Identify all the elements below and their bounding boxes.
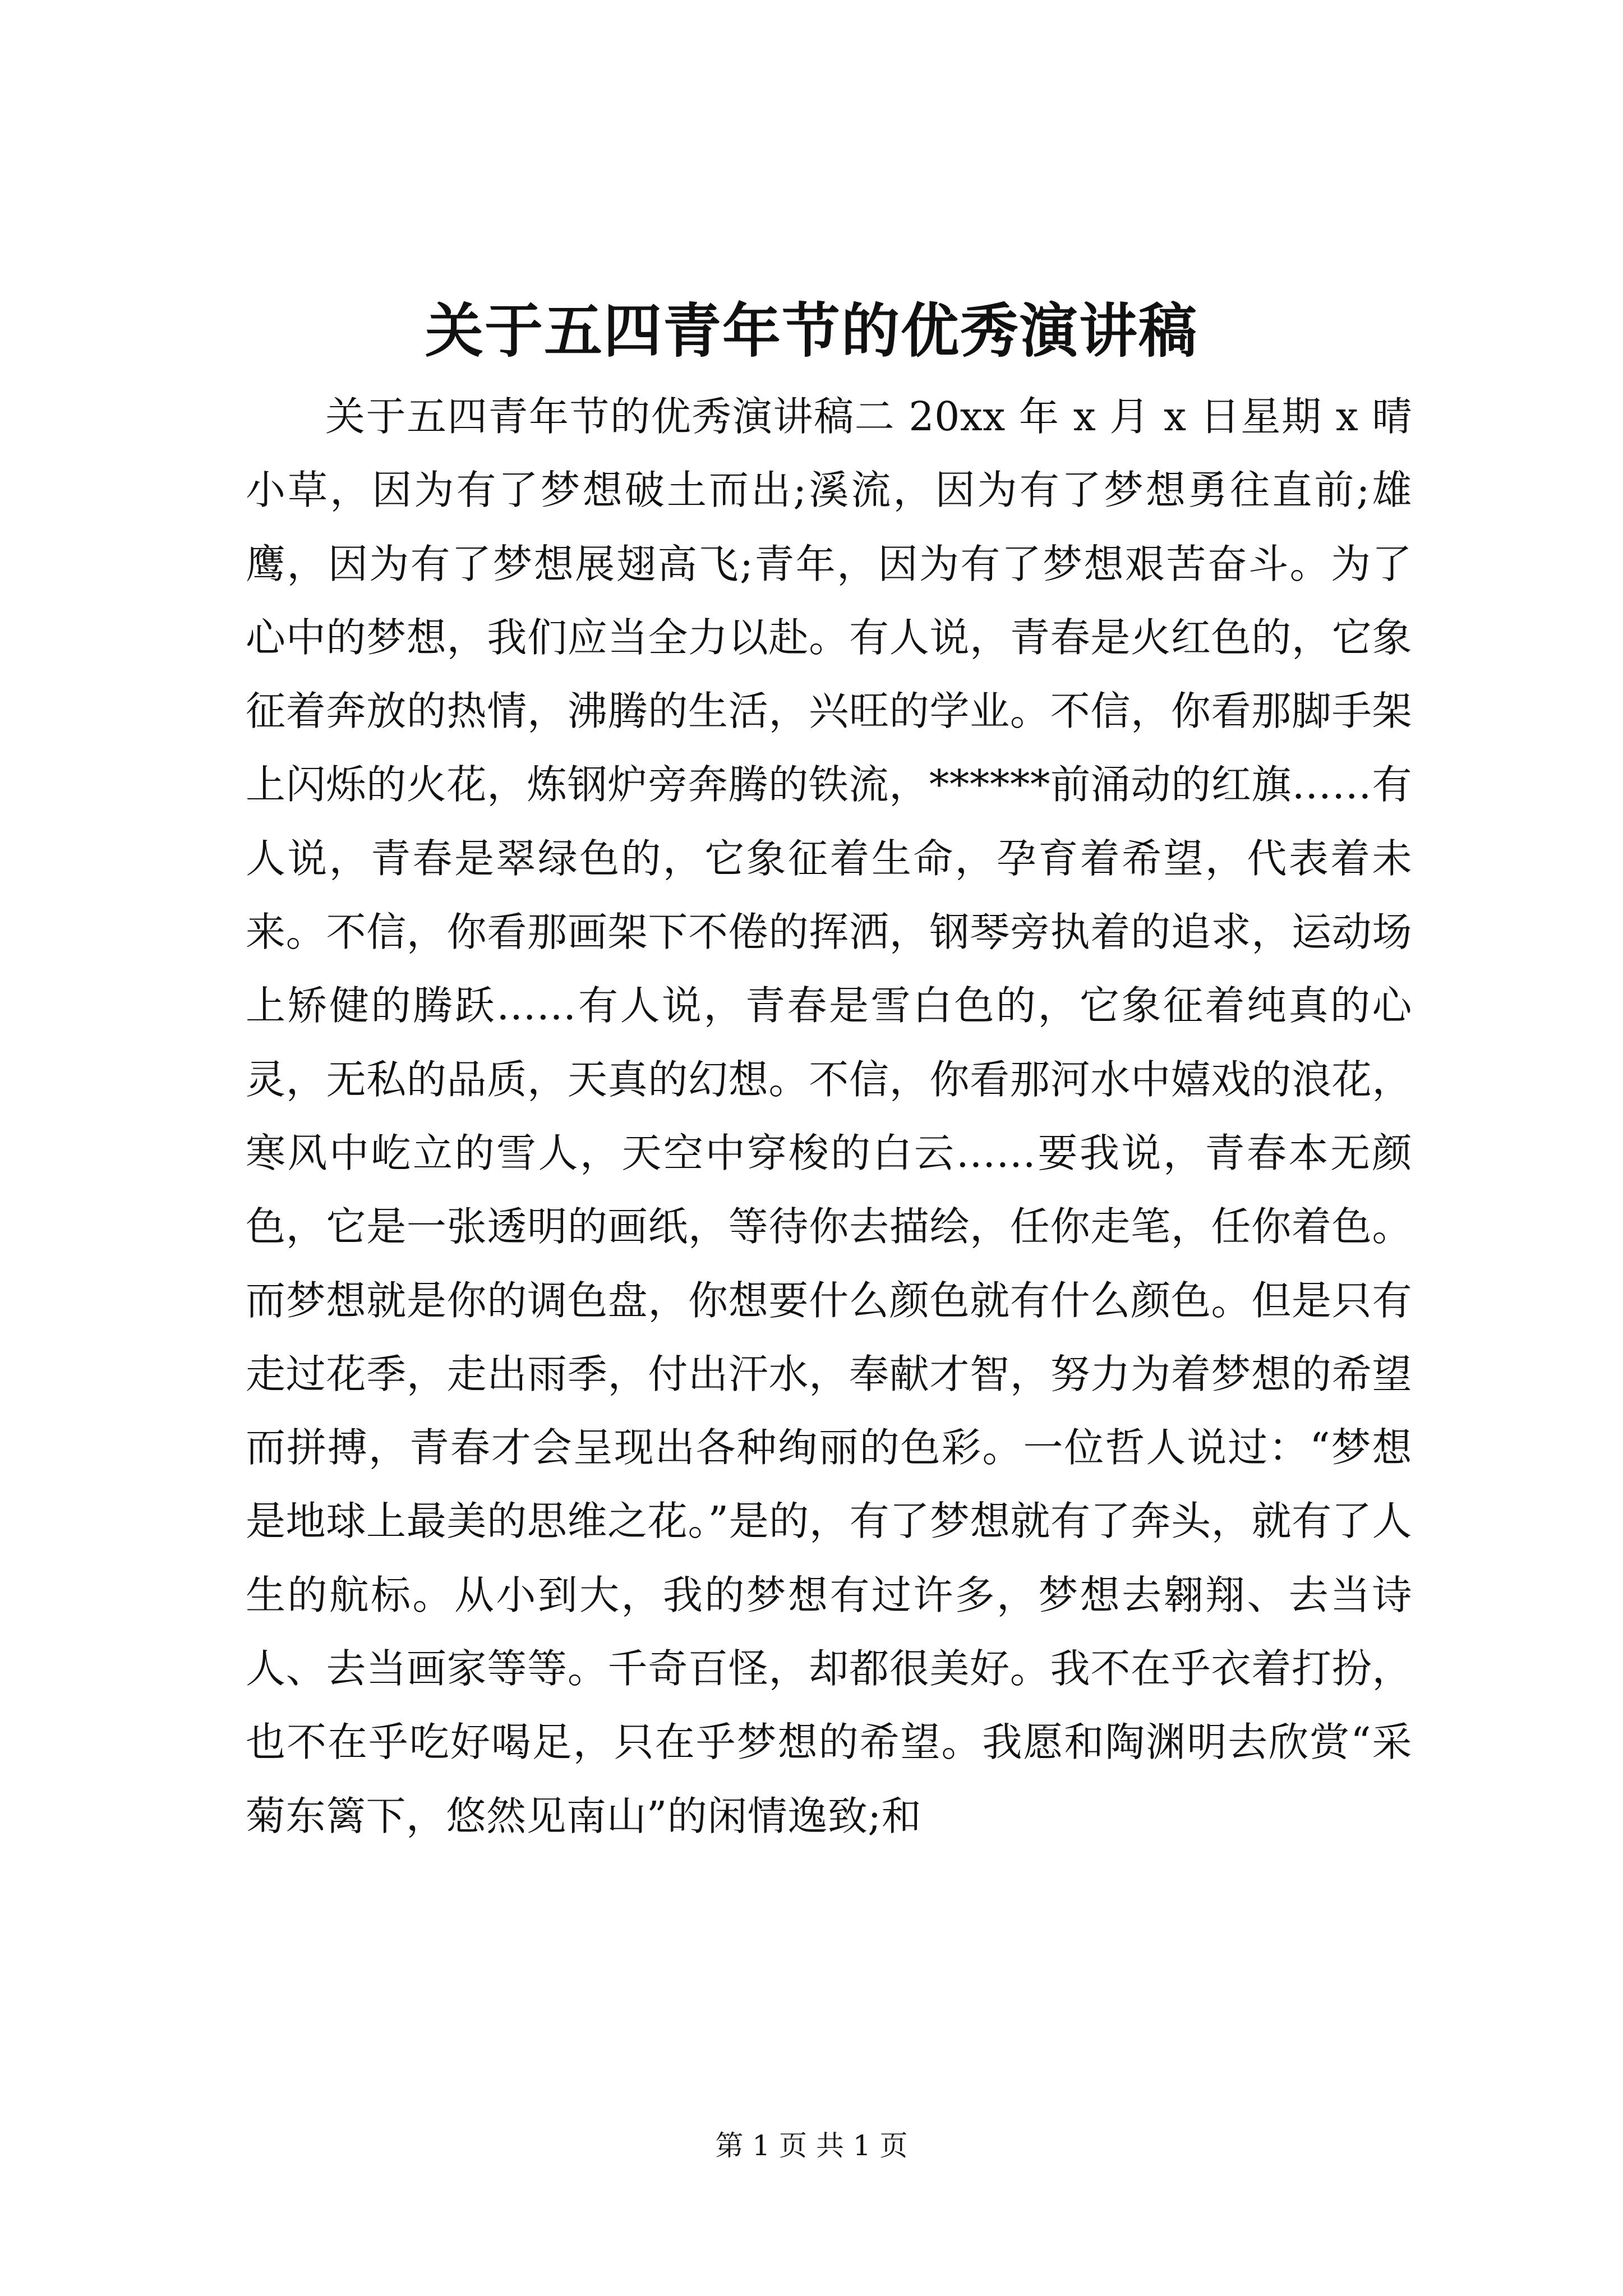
document-title: 关于五四青年节的优秀演讲稿 <box>425 296 1198 365</box>
body-paragraph: 关于五四青年节的优秀演讲稿二 20xx 年 x 月 x 日星期 x 晴小草，因为有了梦想破土而出;溪流，因为有了梦想勇往直前;雄鹰，因为有了梦想展翅高飞;青年，因为有了梦想艰苦奋斗。为了心中的梦想，我们应当全力以赴。有人说，青春是火红色的，它象征着奔放的热情，沸腾的生活，兴旺的学业。不信，你看那脚手架上闪烁的火花，炼钢炉旁奔腾的铁流，******前涌动的红旗……有人说，青春是翠绿色的，它象征着生命，孕育着希望，代表着未来。不信，你看那画架下不倦的挥洒，钢琴旁执着的追求，运动场上矫健的腾跃……有人说，青春是雪白色的，它象征着纯真的心灵，无私的品质，天真的幻想。不信，你看那河水中嬉戏的浪花，寒风中屹立的雪人，天空中穿梭的白云……要我说，青春本无颜色，它是一张透明的画纸，等待你去描绘，任你走笔，任你着色。而梦想就是你的调色盘，你想要什么颜色就有什么颜色。但是只有走过花季，走出雨季，付出汗水，奉献才智，努力为着梦想的希望而拼搏，青春才会呈现出各种绚丽的色彩。一位哲人说过：“梦想是地球上最美的思维之花。”是的，有了梦想就有了奔头，就有了人生的航标。从小到大，我的梦想有过许多，梦想去翱翔、去当诗人、去当画家等等。千奇百怪，却都很美好。我不在乎衣着打扮，也不在乎吃好喝足，只在乎梦想的希望。我愿和陶渊明去欣赏“采菊东篱下，悠然见南山”的闲情逸致;和 <box>246 393 1412 1839</box>
page-footer: 第 1 页 共 1 页 <box>715 2129 908 2162</box>
